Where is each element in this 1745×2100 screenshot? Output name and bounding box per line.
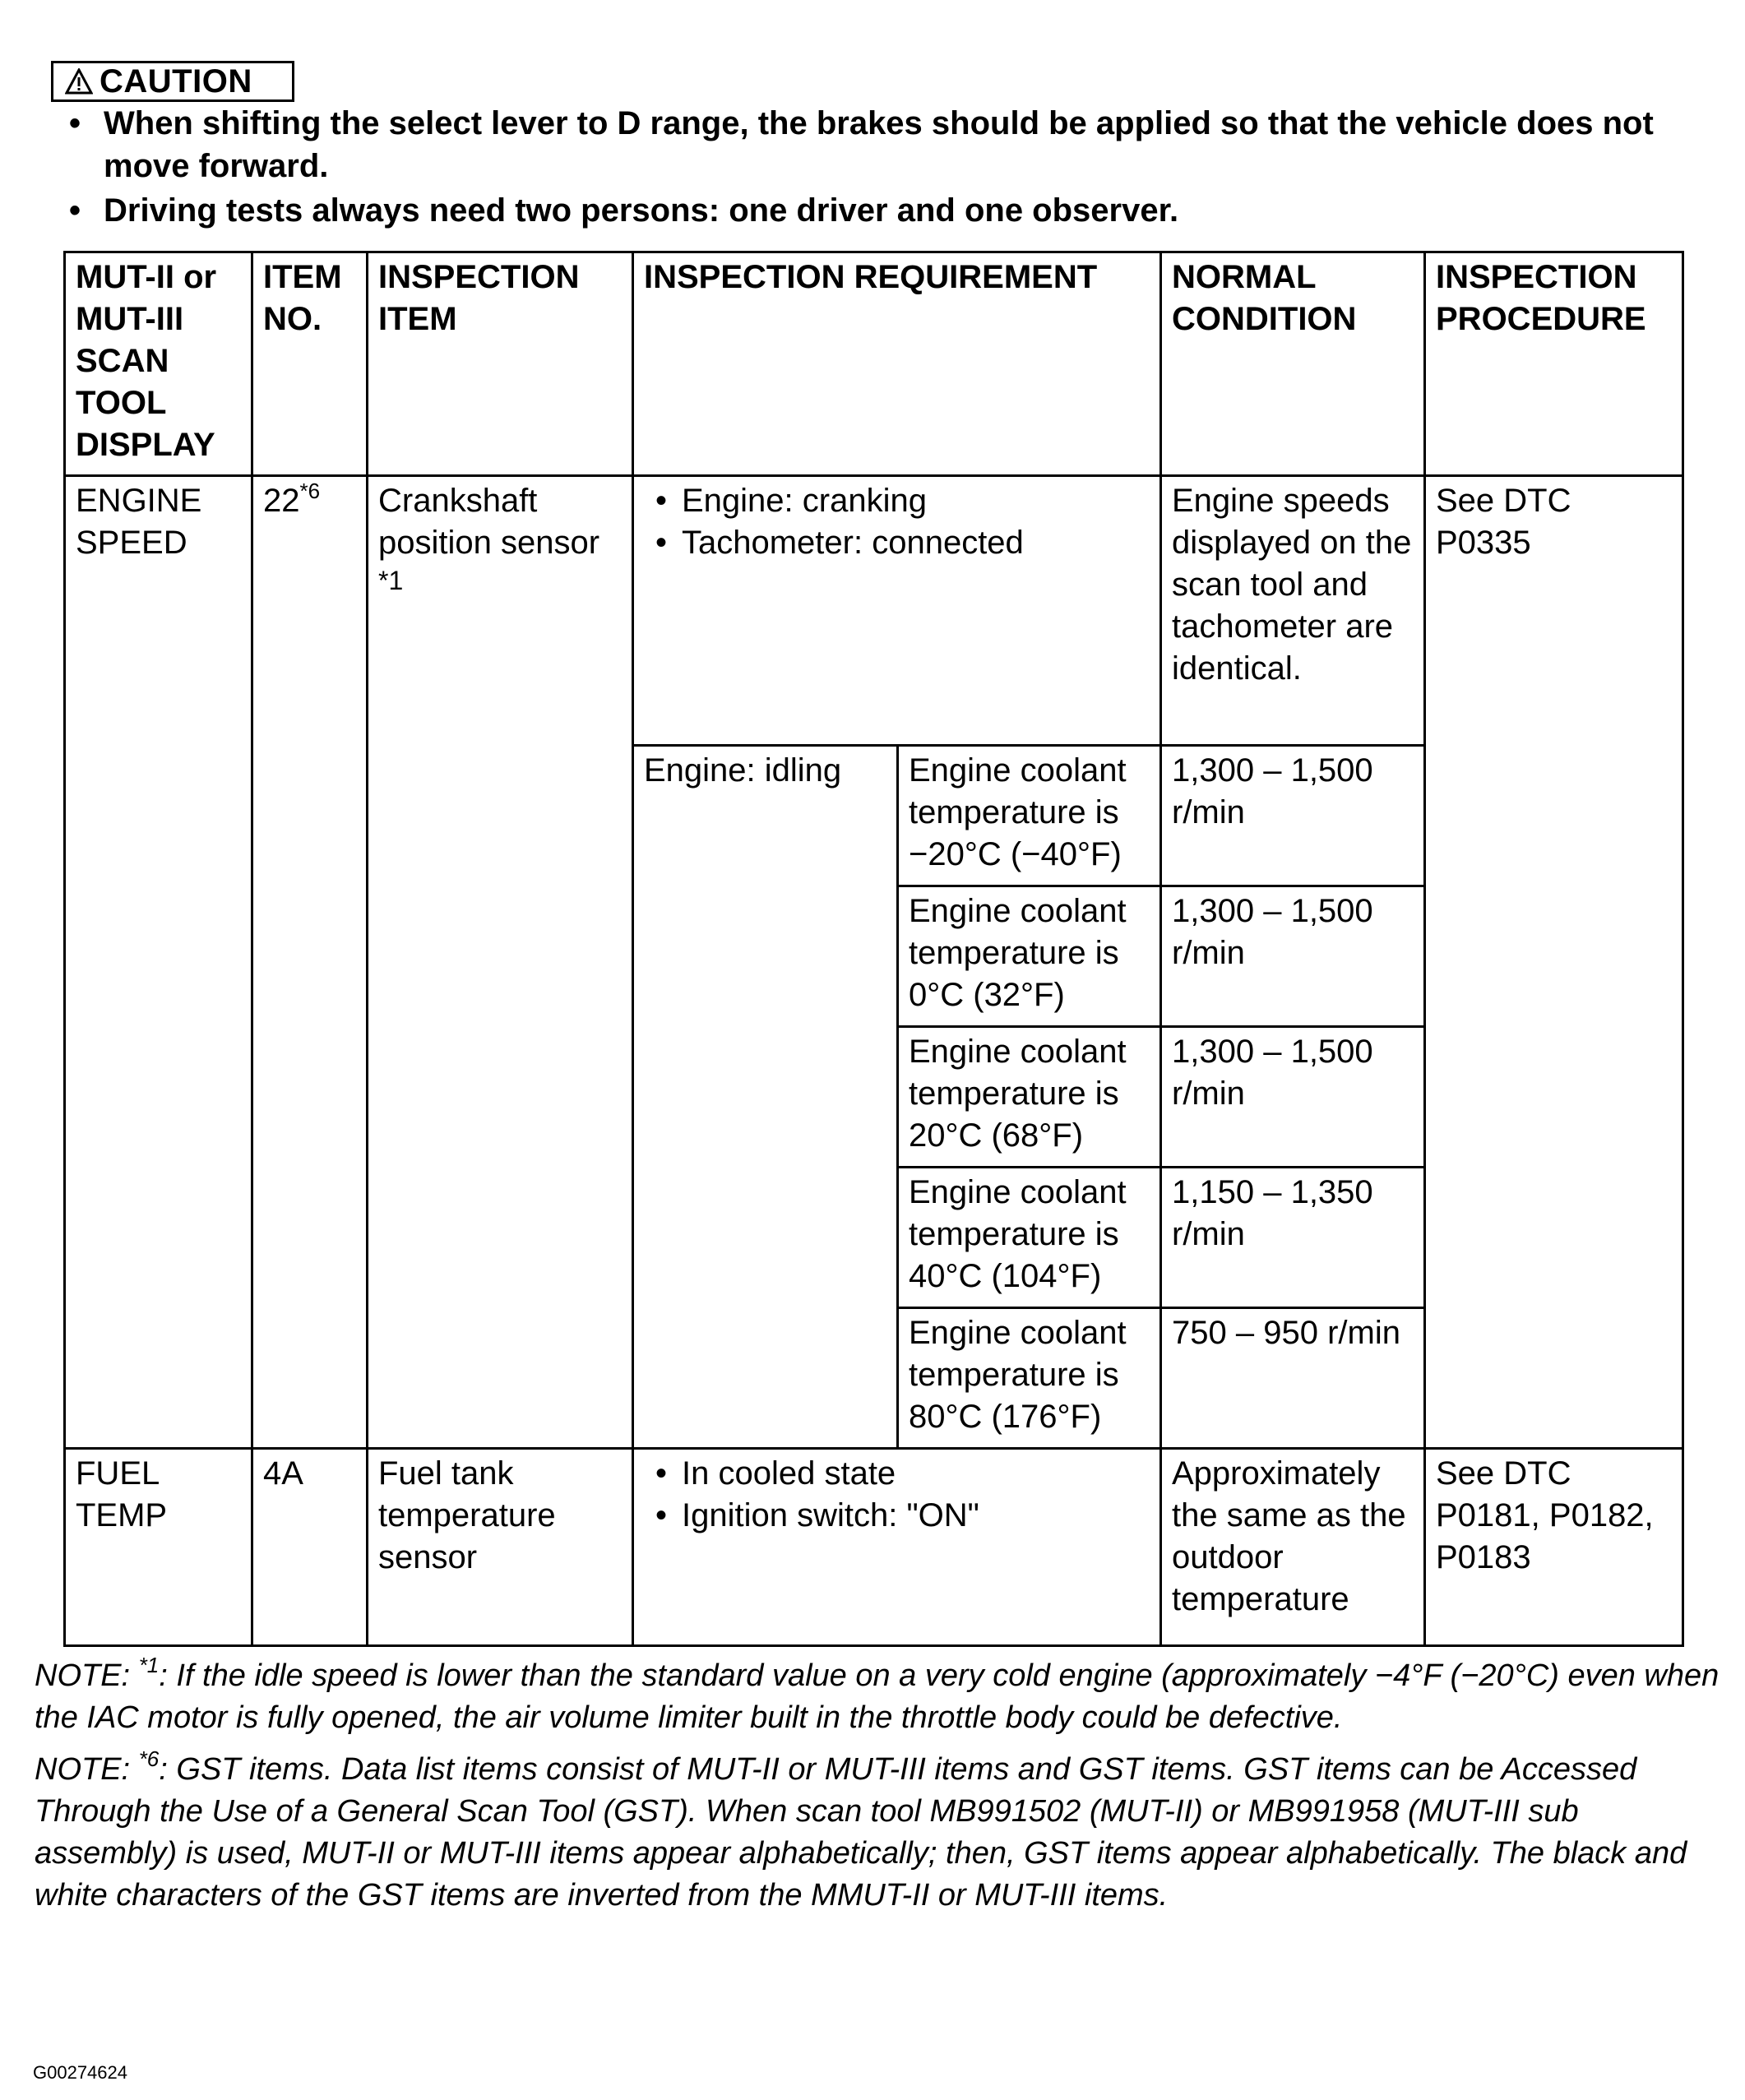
engine-speed-inspection-item: Crankshaft position sensor *1: [368, 476, 633, 1449]
fuel-temp-item-no: 4A: [252, 1449, 368, 1646]
cranking-condition: Engine speeds displayed on the scan tool and tachometer are identical.: [1161, 476, 1425, 746]
caution-list: [66, 102, 1710, 234]
idle-condition: 1,300 – 1,500 r/min: [1161, 1027, 1425, 1168]
idle-label: Engine: idling: [633, 746, 898, 1449]
caution-box: [51, 61, 294, 102]
fuel-temp-condition: Approximately the same as the outdoor temperature: [1161, 1449, 1425, 1646]
list-item: • Ignition switch: "ON": [644, 1495, 1151, 1537]
cranking-requirement: [633, 476, 1161, 746]
note-6: NOTE: $^{*6}$: GST items. Data list items consist of MUT-II or MUT-III items and GST items. GST items can be Accessed Through the Use of a General Scan Tool (GST). When scan tool MB991502 (MUT-II) or MB991958 (MUT-III sub assembly) is used, MUT-II or MUT-III items appear alphabetically; then, GST items appear alphabetically. The black and white characters of the GST items are inverted from the MMUT-II or MUT-III items.: [35, 1746, 1687, 1913]
warning-triangle-icon: [65, 68, 93, 95]
header-inspection-procedure: INSPECTION PROCEDURE: [1425, 252, 1683, 476]
engine-speed-item-no: 22$^{*6}$: [252, 476, 368, 1449]
idle-requirement: Engine coolant temperature is 0°C (32°F): [898, 886, 1161, 1027]
table-row: [65, 1449, 1683, 1646]
table-row: [65, 476, 1683, 746]
header-inspection-item: INSPECTION ITEM: [368, 252, 633, 476]
idle-requirement: Engine coolant temperature is 80°C (176°F): [898, 1308, 1161, 1449]
list-item: • Engine: cranking: [644, 480, 1151, 522]
header-item-no: ITEM NO.: [252, 252, 368, 476]
fuel-temp-procedure: See DTC P0181, P0182, P0183: [1425, 1449, 1683, 1646]
document-id: G00274624: [33, 2062, 127, 2083]
caution-label: CAUTION: [100, 62, 252, 99]
notes: [35, 1655, 1729, 1927]
caution-item: • Driving tests always need two persons: one driver and one observer.: [66, 189, 1710, 232]
data-list-table: [63, 251, 1684, 1647]
idle-condition: 1,300 – 1,500 r/min: [1161, 886, 1425, 1027]
header-normal-condition: NORMAL CONDITION: [1161, 252, 1425, 476]
list-item: • Tachometer: connected: [644, 522, 1151, 564]
caution-item: • When shifting the select lever to D range, the brakes should be applied so that the vehicle does not move forward.: [66, 102, 1710, 187]
idle-requirement: Engine coolant temperature is 40°C (104°F): [898, 1168, 1161, 1308]
fuel-temp-requirement: [633, 1449, 1161, 1646]
engine-speed-procedure: See DTC P0335: [1425, 476, 1683, 1449]
fuel-temp-display: FUEL TEMP: [65, 1449, 252, 1646]
note-1: NOTE: $^{*1}$: If the idle speed is lower than the standard value on a very cold engine (approximately −4°F (−20°C) even when the IAC motor is fully opened, the air volume limiter built in the throttle body could be defective.: [35, 1653, 1720, 1735]
idle-condition: 1,150 – 1,350 r/min: [1161, 1168, 1425, 1308]
idle-condition: 1,300 – 1,500 r/min: [1161, 746, 1425, 886]
idle-requirement: Engine coolant temperature is 20°C (68°F): [898, 1027, 1161, 1168]
idle-requirement: Engine coolant temperature is −20°C (−40°F): [898, 746, 1161, 886]
idle-condition: 750 – 950 r/min: [1161, 1308, 1425, 1449]
engine-speed-display: ENGINE SPEED: [65, 476, 252, 1449]
fuel-temp-inspection-item: Fuel tank temperature sensor: [368, 1449, 633, 1646]
header-scan-tool-display: MUT-II or MUT-III SCAN TOOL DISPLAY: [65, 252, 252, 476]
table-header-row: [65, 252, 1683, 476]
list-item: • In cooled state: [644, 1453, 1151, 1495]
header-inspection-requirement: INSPECTION REQUIREMENT: [633, 252, 1161, 476]
